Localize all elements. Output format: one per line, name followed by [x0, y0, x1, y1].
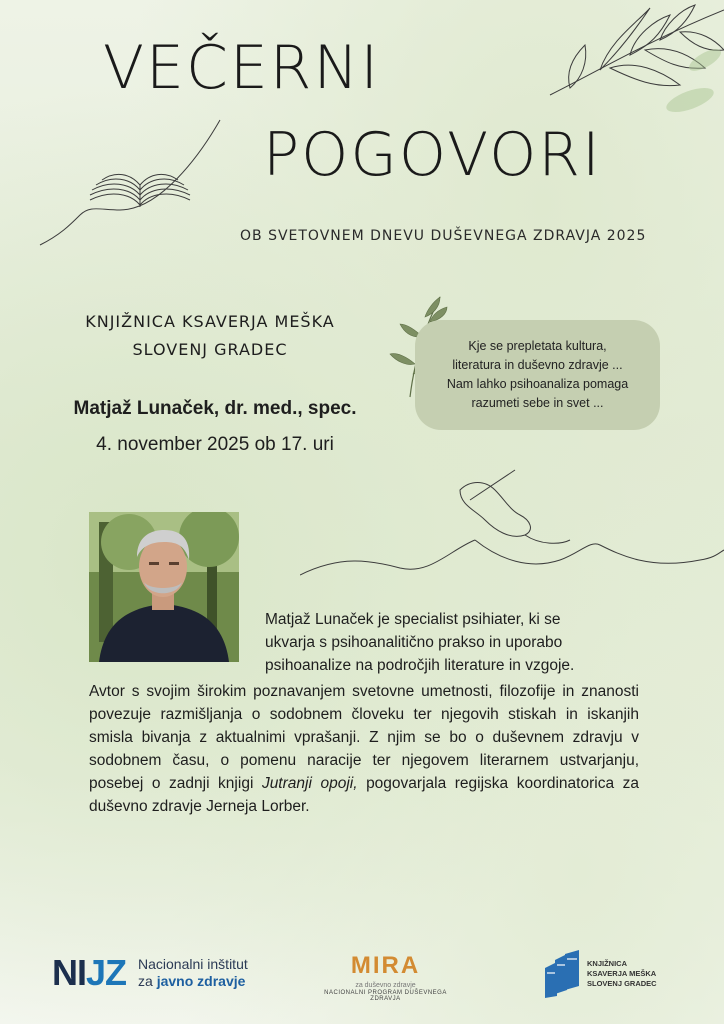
quote-line: literatura in duševno zdravje ... [452, 358, 623, 372]
mira-mark: MIRA [350, 952, 421, 979]
nijz-mark [52, 952, 126, 994]
quote-line: razumeti sebe in svet ... [471, 396, 604, 410]
nijz-logo [52, 952, 248, 994]
quote-line: Kje se prepletata kultura, [468, 339, 607, 353]
nijz-mark-text: JZ [86, 952, 127, 993]
subtitle: OB SVETOVNEM DNEVU DUŠEVNEGA ZDRAVJA 2025 [240, 228, 647, 244]
bio-intro-line: ukvarja s psihoanalitično prakso in uporabo [265, 634, 563, 651]
bio-intro-line: Matjaž Lunaček je specialist psihiater, ki se [265, 611, 561, 628]
library-logo-text [587, 959, 657, 989]
book-title: Jutranji opoji, [261, 775, 358, 792]
bio-body-text: Avtor s svojim širokim poznavanjem svetovne umetnosti, filozofije in znanosti povezuje razmišljanja o sodobnem človeku ter njegovih stiskah in iskanjih smisla bivanja z aktualnimi vprašanji. Z njim se bo o duševnem zdravju v sodobnem času, o pomenu naracije ter njegovem literarnem ustvarjanju, posebej o zadnji knjigi [89, 683, 639, 792]
mira-logo [318, 952, 453, 1002]
quote-text [447, 337, 628, 413]
bio-body [89, 680, 639, 818]
bio-intro-line: psihoanalize na področjih literature in vzgoje. [265, 657, 575, 674]
nijz-line: Nacionalni inštitut [138, 956, 248, 972]
title-line-1: VEČERNI [103, 33, 381, 103]
speaker-name: Matjaž Lunaček, dr. med., spec. [73, 398, 357, 419]
quote-line: Nam lahko psihoanaliza pomaga [446, 377, 629, 391]
library-logo-line: KSAVERJA MEŠKA [587, 969, 657, 978]
leaf-branch-icon [540, 0, 724, 140]
library-logo-line: SLOVENJ GRADEC [587, 979, 657, 988]
library-name-line-2: SLOVENJ GRADEC [132, 340, 288, 359]
nijz-mark-text: NI [52, 952, 86, 993]
bio-body-text: pogovarjala regijska koordinatorica za duševno zdravje Jerneja Lorber. [89, 775, 639, 815]
bio-intro [265, 608, 635, 677]
event-date: 4. november 2025 ob 17. uri [96, 434, 334, 455]
open-book-icon [30, 115, 230, 255]
nijz-text [138, 956, 248, 990]
quote-box [415, 320, 660, 430]
title-line-2: POGOVORI [263, 120, 602, 190]
library-logo-line: KNJIŽNICA [587, 959, 628, 968]
speaker-photo [89, 512, 239, 662]
library-books-icon [543, 950, 581, 998]
hand-writing-icon [300, 460, 724, 580]
library-logo [543, 950, 657, 998]
mira-subtitle: za duševno zdravje [355, 982, 416, 989]
mira-program: NACIONALNI PROGRAM DUŠEVNEGA ZDRAVJA [324, 990, 447, 1002]
library-name-line-1: KNJIŽNICA KSAVERJA MEŠKA [85, 312, 335, 331]
nijz-line-bold: javno zdravje [156, 973, 246, 989]
nijz-line: za [138, 973, 157, 989]
